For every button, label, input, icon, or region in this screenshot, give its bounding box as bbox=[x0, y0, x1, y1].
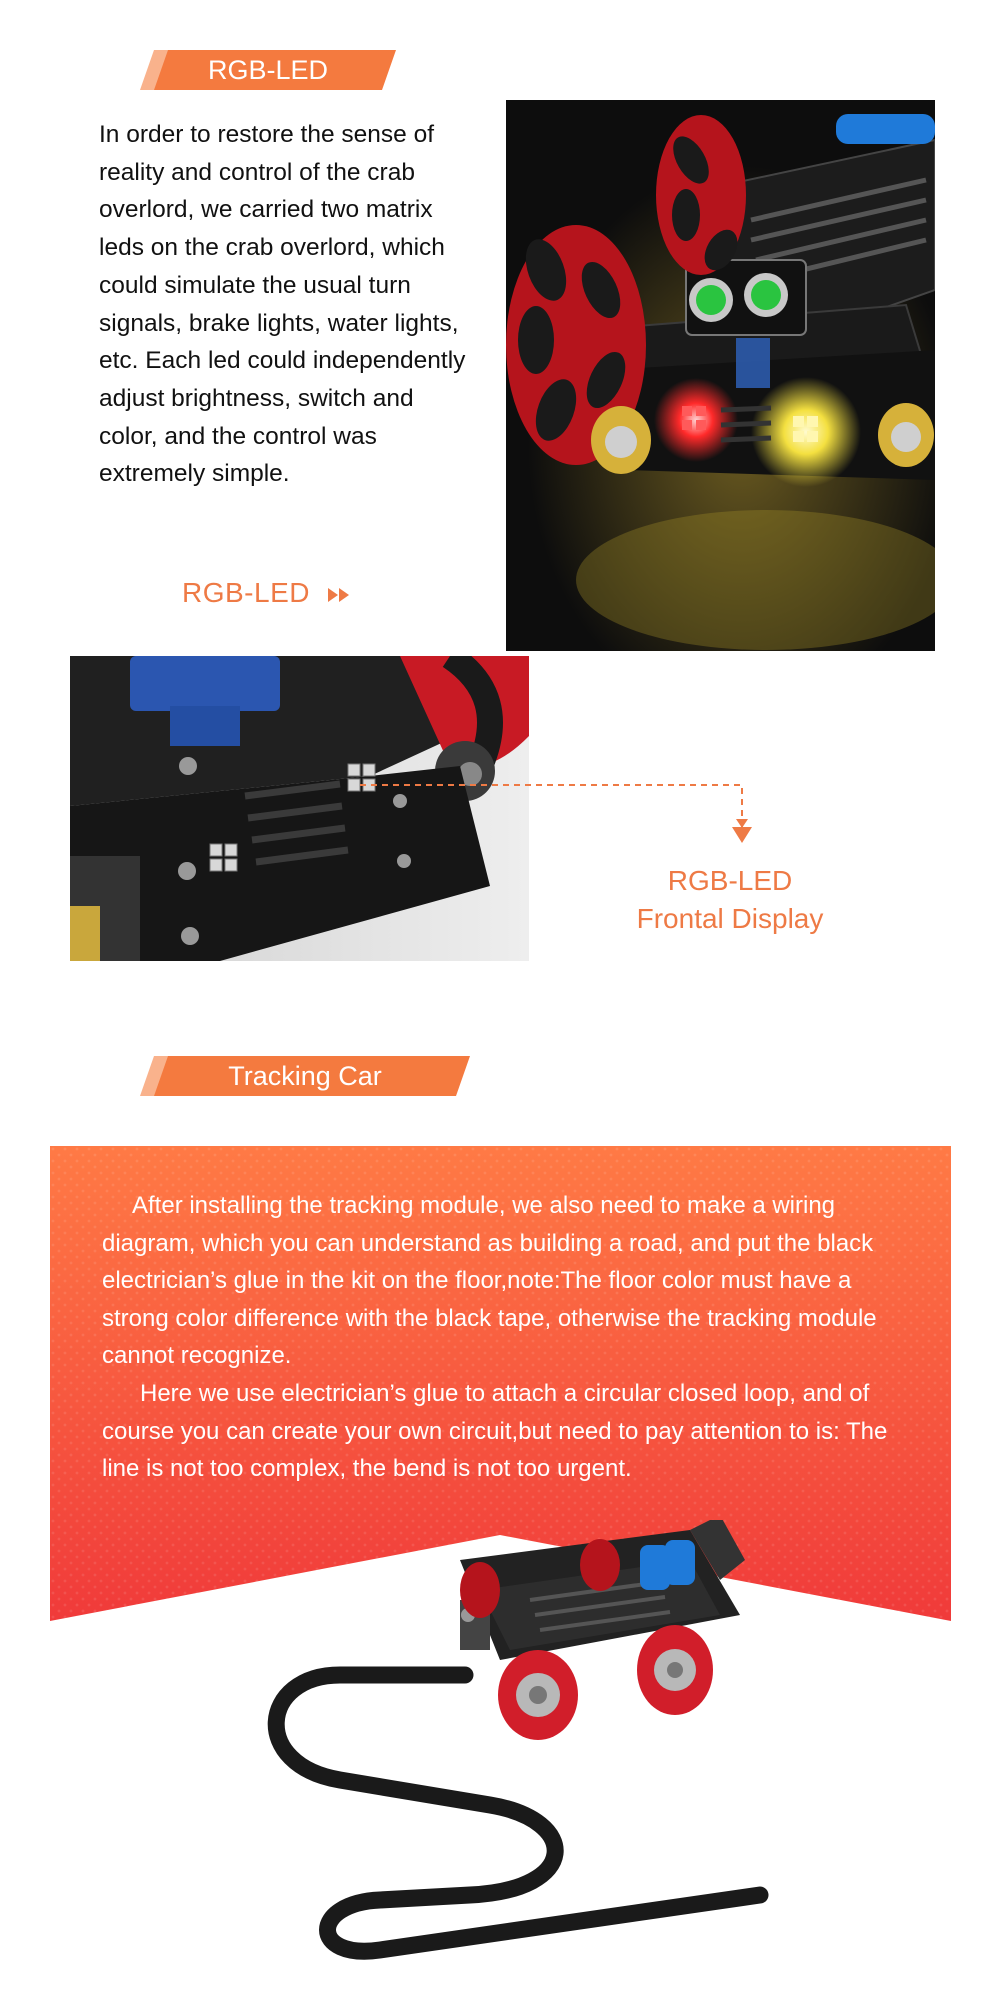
tracking-paragraph-1: After installing the tracking module, we also need to make a wiring diagram, which you can understand as building a road, and put the black electrician’s glue in the kit on the floor,note:The floor color must have a strong color difference with the black tape, otherwise the tracking module cannot recognize. bbox=[102, 1192, 877, 1370]
callout-line-2: Frontal Display bbox=[636, 903, 824, 934]
arrow-down-icon bbox=[732, 827, 752, 843]
tracking-description bbox=[102, 1187, 912, 1488]
robot-front-photo bbox=[506, 100, 935, 651]
callout-connector bbox=[360, 775, 760, 855]
double-chevron-right-icon bbox=[328, 587, 352, 603]
rgb-led-link-label: RGB-LED bbox=[182, 577, 310, 608]
callout-line-1: RGB-LED bbox=[667, 865, 793, 896]
tracking-car-robot bbox=[460, 1520, 745, 1740]
rgb-led-link[interactable] bbox=[182, 577, 352, 609]
tracking-paragraph-2: Here we use electrician’s glue to attach a circular closed loop, and of course you can create your own circuit,but need to pay attention to is: The line is not too complex, the bend is not too urgent. bbox=[102, 1379, 888, 1483]
tracking-car-tag-label: Tracking Car bbox=[228, 1061, 382, 1091]
tracking-car-section-tag bbox=[140, 1056, 470, 1096]
rgb-led-callout bbox=[600, 862, 860, 938]
rgb-led-description: In order to restore the sense of reality and control of the crab overlord, we carried two matrix leds on the crab overlord, which could simulate the usual turn signals, brake lights, water lights, etc. Each led could independently adjust brightness, switch and color, and the control was extremely simple. bbox=[99, 121, 466, 488]
rgb-led-tag-label: RGB-LED bbox=[207, 55, 329, 85]
rgb-led-section-tag bbox=[140, 50, 396, 90]
tracking-car-illustration bbox=[220, 1520, 800, 1960]
